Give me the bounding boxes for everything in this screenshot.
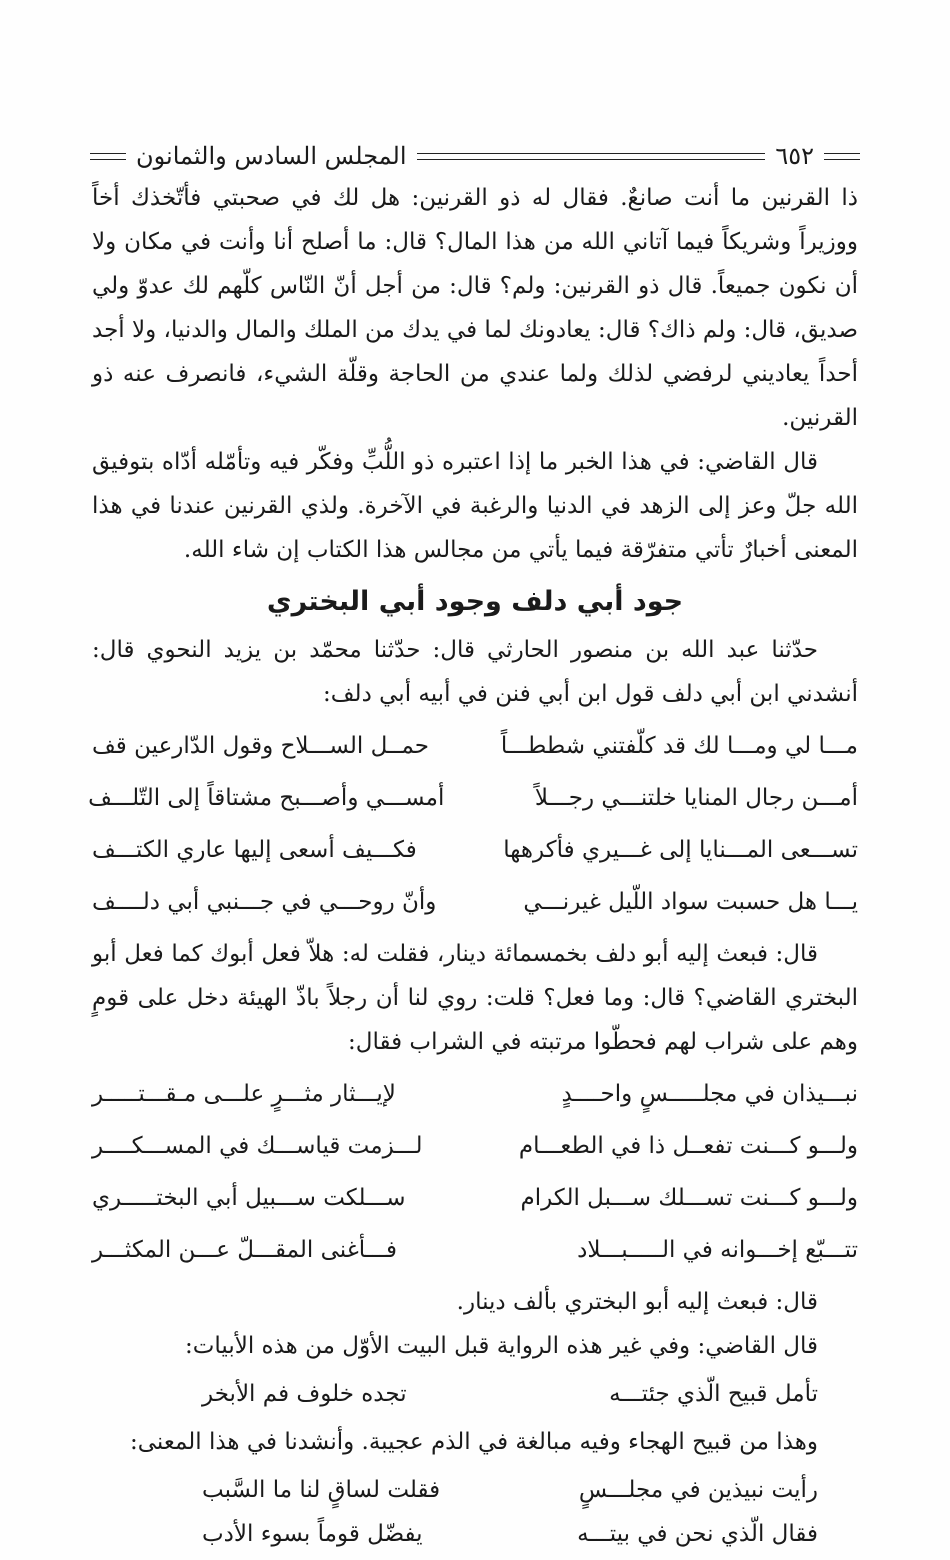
first-hemistich: تتـــبّع إخـــوانه في الـــــبـــلاد: [577, 1237, 858, 1263]
second-hemistich: يفضّل قوماً بسوء الأدب: [202, 1521, 423, 1547]
verse-line: [92, 1372, 858, 1416]
verse-line: [92, 1068, 858, 1120]
paragraph-3: حدّثنا عبد الله بن منصور الحارثي قال: حدّثنا محمّد بن يزيد النحوي قال: أنشدني ابن أبي دلف قول ابن أبي فنن في أبيه أبي دلف:: [92, 637, 858, 707]
first-hemistich: تأمل قبيح الّذي جئتـــه: [609, 1381, 818, 1407]
second-hemistich: تجده خلوف فم الأبخر: [202, 1381, 407, 1407]
poem-abi-dulaf: [88, 720, 858, 928]
chapter-title: المجلس السادس والثمانون: [136, 142, 407, 170]
second-hemistich: لإيـــثار مثـــرٍ علـــى مـقـــتـــــر: [92, 1081, 396, 1107]
second-hemistich: فقلت لساقٍ لنا ما السَّبب: [202, 1477, 441, 1503]
poem-abi-bakhtari: [92, 1068, 858, 1276]
verse-line: [92, 1512, 858, 1556]
first-hemistich: فقال الّذي نحن في بيتـــه: [577, 1521, 818, 1547]
header-rule-left: [90, 153, 126, 160]
header-rule-middle: [417, 153, 766, 160]
second-hemistich: لـــزمت قياســـك في المســـكــــر: [92, 1133, 423, 1159]
first-hemistich: تســـعى المـــنايا إلى غـــيري فأكرهها: [503, 837, 858, 863]
paragraph-1: ذا القرنين ما أنت صانعٌ. فقال له ذو القرنين: هل لك في صحبتي فأتّخذك أخاً ووزيراً وشريكاً فيما آتاني الله من هذا المال؟ قال: ما أصلح أنا وأنت في مكان ولا أن نكون جميعاً. قال ذو القرنين: ولم؟ قال: من أجل أنّ النّاس كلّهم لك عدوّ ولي صديق، قال: ولم ذاك؟ قال: يعادونك لما في يدك من الملك والمال والدنيا، ولا أجد أحداً يعاديني لرفضي لذلك ولما عندي من الحاجة وقلّة الشيء، فانصرف عنه ذو القرنين.: [92, 185, 858, 431]
first-hemistich: نبـــيذان في مجلـــــسٍ واحــــدٍ: [561, 1081, 858, 1107]
second-hemistich: فـــأغنى المقـــلّ عـــن المكثـــر: [92, 1237, 397, 1263]
page-body: [88, 176, 858, 1560]
poem-two-nabidh: [92, 1468, 858, 1556]
paragraph-2: قال القاضي: في هذا الخبر ما إذا اعتبره ذو اللُّبِّ وفكّر فيه وتأمّله أدّاه بتوفيق الله جلّ وعز إلى الزهد في الدنيا والرغبة في الآخرة. ولذي القرنين عندنا في هذا المعنى أخبارٌ تأتي متفرّقة فيما يأتي من مجالس هذا الكتاب إن شاء الله.: [92, 449, 858, 563]
verse-line: [92, 824, 858, 876]
first-hemistich: ولـــو كـــنت تســـلك ســـبل الكرام: [520, 1185, 858, 1211]
second-hemistich: فكـــيف أسعى إليها عاري الكتـــف: [92, 837, 417, 863]
paragraph-7: وهذا من قبيح الهجاء وفيه مبالغة في الذم عجيبة. وأنشدنا في هذا المعنى:: [129, 1429, 818, 1455]
first-hemistich: أمـــن رجال المنايا خلتنـــي رجـــلاً: [534, 785, 858, 811]
header-rule-right: [824, 153, 860, 160]
paragraph-4: قال: فبعث إليه أبو دلف بخمسمائة دينار، فقلت له: هلاّ فعل أبوك كما فعل أبو البختري القاضي؟ قال: وما فعل؟ قلت: روي لنا أن رجلاً باذّ الهيئة دخل على قومٍ وهم على شراب لهم فحطّوا مرتبته في الشراب فقال:: [92, 941, 858, 1055]
verse-line: [92, 1172, 858, 1224]
second-hemistich: وأنّ روحـــي في جـــنبي أبي دلــــف: [92, 889, 437, 915]
first-hemistich: يـــا هل حسبت سواد اللّيل غيرنـــي: [523, 889, 858, 915]
paragraph-6: قال القاضي: وفي غير هذه الرواية قبل البيت الأوّل من هذه الأبيات:: [184, 1333, 818, 1359]
second-hemistich: أمســـي وأصـــبح مشتاقاً إلى التّلـــف: [88, 785, 445, 811]
page-number: ٦٥٢: [775, 142, 814, 170]
poem-extra-verse: [92, 1372, 858, 1416]
verse-line: [92, 720, 858, 772]
section-heading: جود أبي دلف وجود أبي البختري: [266, 586, 684, 617]
first-hemistich: رأيت نبيذين في مجلـــسٍ: [578, 1477, 818, 1503]
verse-line: [92, 1120, 858, 1172]
verse-line: [92, 876, 858, 928]
first-hemistich: ولـــو كـــنت تفعــل ذا في الطعـــام: [518, 1133, 858, 1159]
verse-line: [92, 1468, 858, 1512]
second-hemistich: حمــل الســـلاح وقول الدّارعين قف: [92, 733, 429, 759]
verse-line: [92, 1224, 858, 1276]
verse-line: [88, 772, 858, 824]
paragraph-5: قال: فبعث إليه أبو البختري بألف دينار.: [456, 1289, 818, 1315]
page-header: [90, 136, 860, 176]
first-hemistich: مـــا لي ومـــا لك قد كلّفتني شططـــاً: [500, 733, 858, 759]
second-hemistich: ســـلكت ســـبيل أبي البختـــــري: [92, 1185, 406, 1211]
